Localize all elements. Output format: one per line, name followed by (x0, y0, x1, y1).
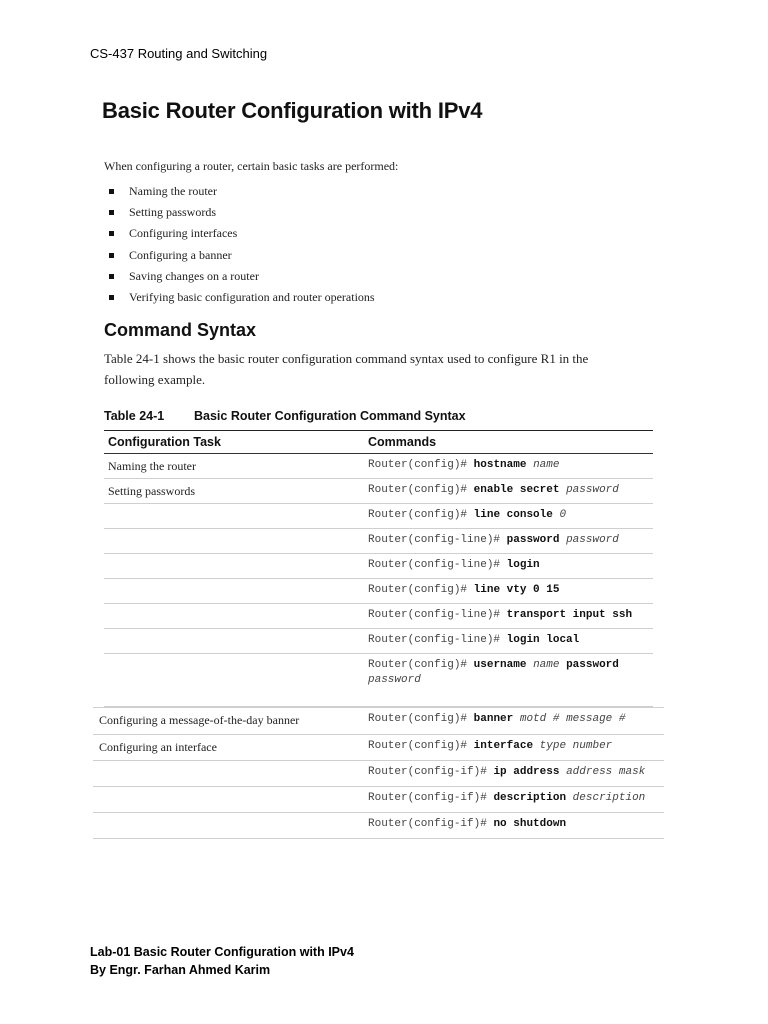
task-cell: Setting passwords (108, 484, 195, 498)
command-prompt: Router(config-if)# (368, 818, 487, 830)
table-row (93, 761, 664, 787)
task-cell: Configuring a message-of-the-day banner (99, 713, 300, 727)
table-row (104, 479, 653, 504)
command-argument: motd # message # (519, 713, 626, 725)
command-cell (368, 558, 658, 573)
command-keyword: line console (473, 509, 553, 521)
bullet-square-icon (109, 274, 114, 279)
command-cell (368, 483, 658, 498)
table-row (104, 454, 653, 479)
table-row (93, 787, 664, 813)
task-list (104, 181, 375, 308)
command-prompt: Router(config)# (368, 509, 468, 521)
list-item: Configuring a banner (104, 245, 375, 266)
table-row (104, 654, 653, 707)
section-heading: Command Syntax (104, 320, 257, 340)
table-header (104, 430, 653, 454)
command-prompt: Router(config-line)# (368, 534, 501, 546)
list-item: Setting passwords (104, 202, 375, 223)
command-keyword: enable secret (473, 484, 560, 496)
command-argument: description (572, 792, 646, 804)
command-argument: type number (539, 740, 613, 752)
command-cell (368, 633, 658, 648)
command-keyword: ip address (493, 766, 560, 778)
command-keyword: hostname (473, 459, 527, 471)
table-row (104, 604, 653, 629)
command-cell (368, 765, 658, 780)
table-row (93, 813, 664, 839)
command-cell (368, 712, 658, 727)
command-keyword: line vty 0 15 (473, 584, 560, 596)
table-body (93, 454, 664, 839)
table-caption-number: Table 24-1 (104, 409, 165, 423)
table-caption (104, 409, 466, 423)
table-row (104, 504, 653, 529)
command-prompt: Router(config-line)# (368, 634, 501, 646)
table-row (104, 529, 653, 554)
command-argument: password (368, 674, 421, 686)
command-keyword: description (493, 792, 567, 804)
page-header: CS-437 Routing and Switching (90, 46, 268, 61)
bullet-square-icon (109, 210, 114, 215)
bullet-square-icon (109, 231, 114, 236)
command-keyword: interface (473, 740, 534, 752)
command-keyword: transport input ssh (506, 609, 633, 621)
command-cell (368, 817, 658, 832)
page-footer (90, 943, 354, 979)
bullet-square-icon (109, 189, 114, 194)
command-keyword: login (506, 559, 540, 571)
command-cell (368, 533, 658, 548)
task-cell: Naming the router (108, 459, 196, 473)
table-row (104, 579, 653, 604)
command-prompt: Router(config-line)# (368, 609, 501, 621)
command-prompt: Router(config)# (368, 484, 468, 496)
command-cell (368, 739, 658, 754)
command-prompt: Router(config)# (368, 713, 468, 725)
column-header-commands: Commands (368, 435, 437, 449)
task-cell: Configuring an interface (99, 740, 217, 754)
intro-text: When configuring a router, certain basic tasks are performed: (104, 159, 399, 173)
command-cell (368, 658, 658, 688)
command-cell (368, 583, 658, 598)
command-prompt: Router(config-if)# (368, 792, 487, 804)
command-keyword: login local (506, 634, 580, 646)
table-caption-title: Basic Router Configuration Command Syntax (194, 409, 466, 423)
command-cell (368, 608, 658, 623)
table-row (93, 707, 664, 735)
command-argument: password (566, 484, 619, 496)
command-argument: 0 (559, 509, 567, 521)
section-paragraph: Table 24-1 shows the basic router configuration command syntax used to configure R1 in the following example. (104, 351, 589, 387)
footer-lab-title: Lab-01 Basic Router Configuration with IPv4 (90, 945, 354, 959)
command-prompt: Router(config-if)# (368, 766, 487, 778)
list-item: Verifying basic configuration and router operations (104, 287, 375, 308)
command-keyword: password (506, 534, 560, 546)
table-row (104, 554, 653, 579)
table-row (93, 735, 664, 761)
list-item: Saving changes on a router (104, 266, 375, 287)
page-title: Basic Router Configuration with IPv4 (102, 98, 483, 123)
table-row (104, 629, 653, 654)
command-prompt: Router(config)# (368, 459, 468, 471)
command-prompt: Router(config)# (368, 584, 468, 596)
command-keyword: username (473, 659, 527, 671)
command-prompt: Router(config)# (368, 659, 468, 671)
bullet-square-icon (109, 295, 114, 300)
command-argument: name (533, 459, 560, 471)
command-table (93, 430, 664, 839)
list-item: Naming the router (104, 181, 375, 202)
command-prompt: Router(config)# (368, 740, 468, 752)
footer-author: By Engr. Farhan Ahmed Karim (90, 963, 271, 977)
command-prompt: Router(config-line)# (368, 559, 501, 571)
column-header-task: Configuration Task (108, 435, 221, 449)
command-argument: password (566, 534, 619, 546)
command-cell (368, 508, 658, 523)
command-argument: name (533, 659, 560, 671)
command-cell (368, 791, 658, 806)
list-item: Configuring interfaces (104, 223, 375, 244)
command-keyword: no shutdown (493, 818, 567, 830)
bullet-square-icon (109, 253, 114, 258)
command-cell (368, 458, 658, 473)
command-argument: address mask (566, 766, 646, 778)
command-keyword: password (566, 659, 619, 671)
command-keyword: banner (473, 713, 514, 725)
